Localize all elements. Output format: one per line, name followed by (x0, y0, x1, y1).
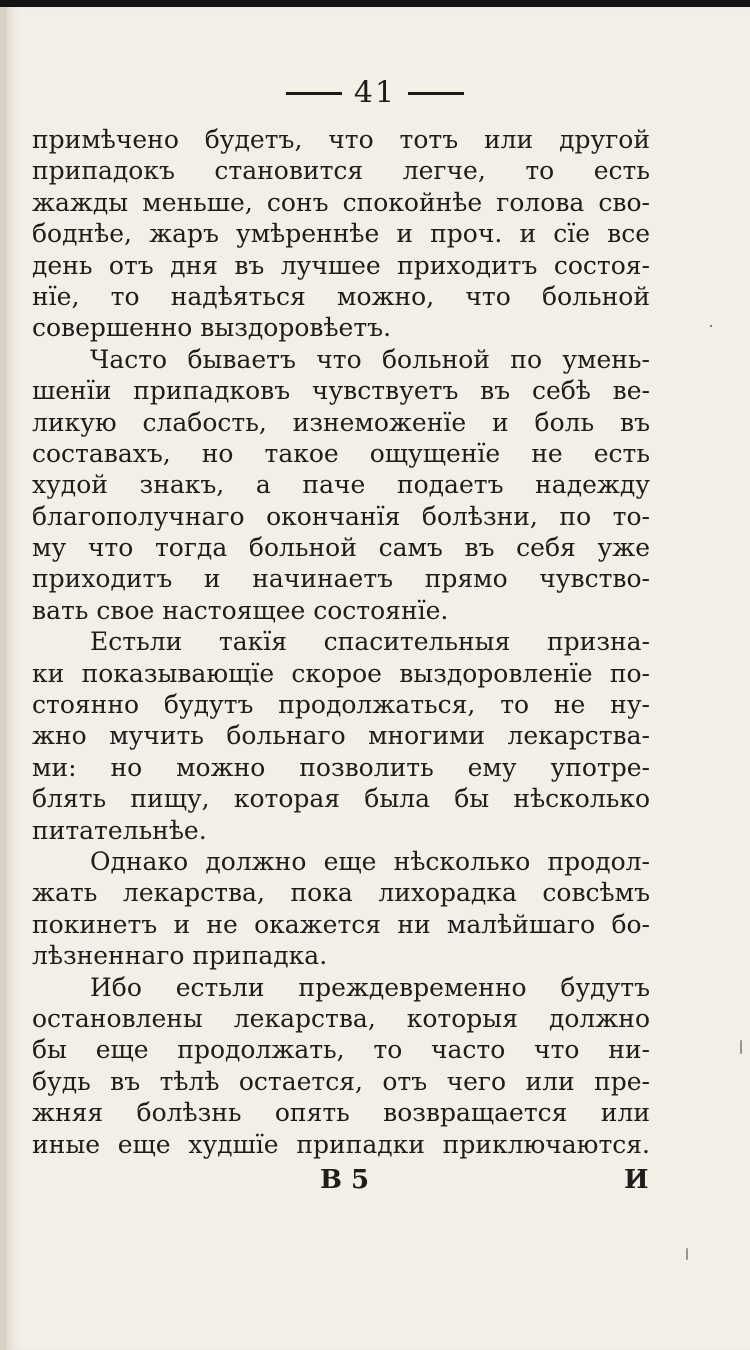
signature-mark: В 5 (320, 1165, 370, 1195)
text-line: боднѣе, жаръ умѣреннѣе и проч. и сїе все (32, 219, 650, 249)
text-line: совершенно выздоровѣетъ. (32, 313, 392, 343)
page-footer (0, 1165, 750, 1201)
ink-speck (686, 1248, 688, 1260)
text-line: Часто бываетъ что больной по умень- (90, 344, 650, 374)
text-line: жажды меньше, сонъ спокойнѣе голова сво- (32, 187, 650, 217)
text-line: покинетъ и не окажется ни малѣйшаго бо- (32, 909, 650, 939)
scan-top-border (0, 0, 750, 7)
text-line: бы еще продолжать, то часто что ни- (32, 1035, 650, 1065)
text-line: жняя болѣзнь опять возвращается или (32, 1098, 650, 1128)
text-line: нїе, то надѣяться можно, что больной (32, 281, 650, 311)
text-line: день отъ дня въ лучшее приходитъ состоя- (32, 250, 650, 280)
text-line: ми: но можно позволить ему употре- (32, 752, 650, 782)
text-line: примѣчено будетъ, что тотъ или другой (32, 125, 650, 154)
text-line: будь въ тѣлѣ остается, отъ чего или пре- (32, 1066, 650, 1096)
text-line: стоянно будутъ продолжаться, то не ну- (32, 690, 650, 720)
text-line: вать свое настоящее состоянїе. (32, 595, 449, 625)
running-header (0, 74, 750, 111)
text-line: припадокъ становится легче, то есть (32, 156, 650, 186)
ink-speck (740, 1040, 742, 1054)
text-line: шенїи припадковъ чувствуетъ въ себѣ ве- (32, 376, 650, 406)
text-line: Ибо естьли преждевременно будутъ (90, 972, 650, 1002)
page-number: 41 (353, 75, 397, 111)
header-left-dash (286, 92, 342, 95)
text-line: питательнѣе. (32, 815, 207, 845)
text-line: иные еще худшїе припадки приключаются. (32, 1129, 650, 1159)
text-line: худой знакъ, а паче подаетъ надежду (32, 470, 650, 500)
text-line: приходитъ и начинаетъ прямо чувство- (32, 564, 650, 594)
text-line: Естьли такїя спасительныя призна- (90, 627, 650, 657)
text-line: жно мучить больнаго многими лекарства- (32, 721, 650, 751)
text-line: остановлены лекарства, которыя должно (32, 1003, 650, 1033)
header-right-dash (408, 92, 464, 95)
text-line: Однако должно еще нѣсколько продол- (90, 846, 650, 876)
catchword: И (624, 1165, 649, 1195)
text-line: лѣзненнаго припадка. (32, 941, 328, 971)
text-line: жать лекарства, пока лихорадка совсѣмъ (32, 878, 650, 908)
text-line: блять пищу, которая была бы нѣсколько (32, 784, 650, 814)
body-text (32, 124, 650, 1160)
text-line: ликую слабость, изнеможенїе и боль въ (32, 407, 650, 437)
text-line: му что тогда больной самъ въ себя уже (32, 533, 650, 563)
text-line: ки показывающїе скорое выздоровленїе по- (32, 658, 650, 688)
text-line: благополучнаго окончанїя болѣзни, по то- (32, 501, 650, 531)
text-line: составахъ, но такое ощущенїе не есть (32, 438, 650, 468)
ink-speck (710, 325, 712, 327)
